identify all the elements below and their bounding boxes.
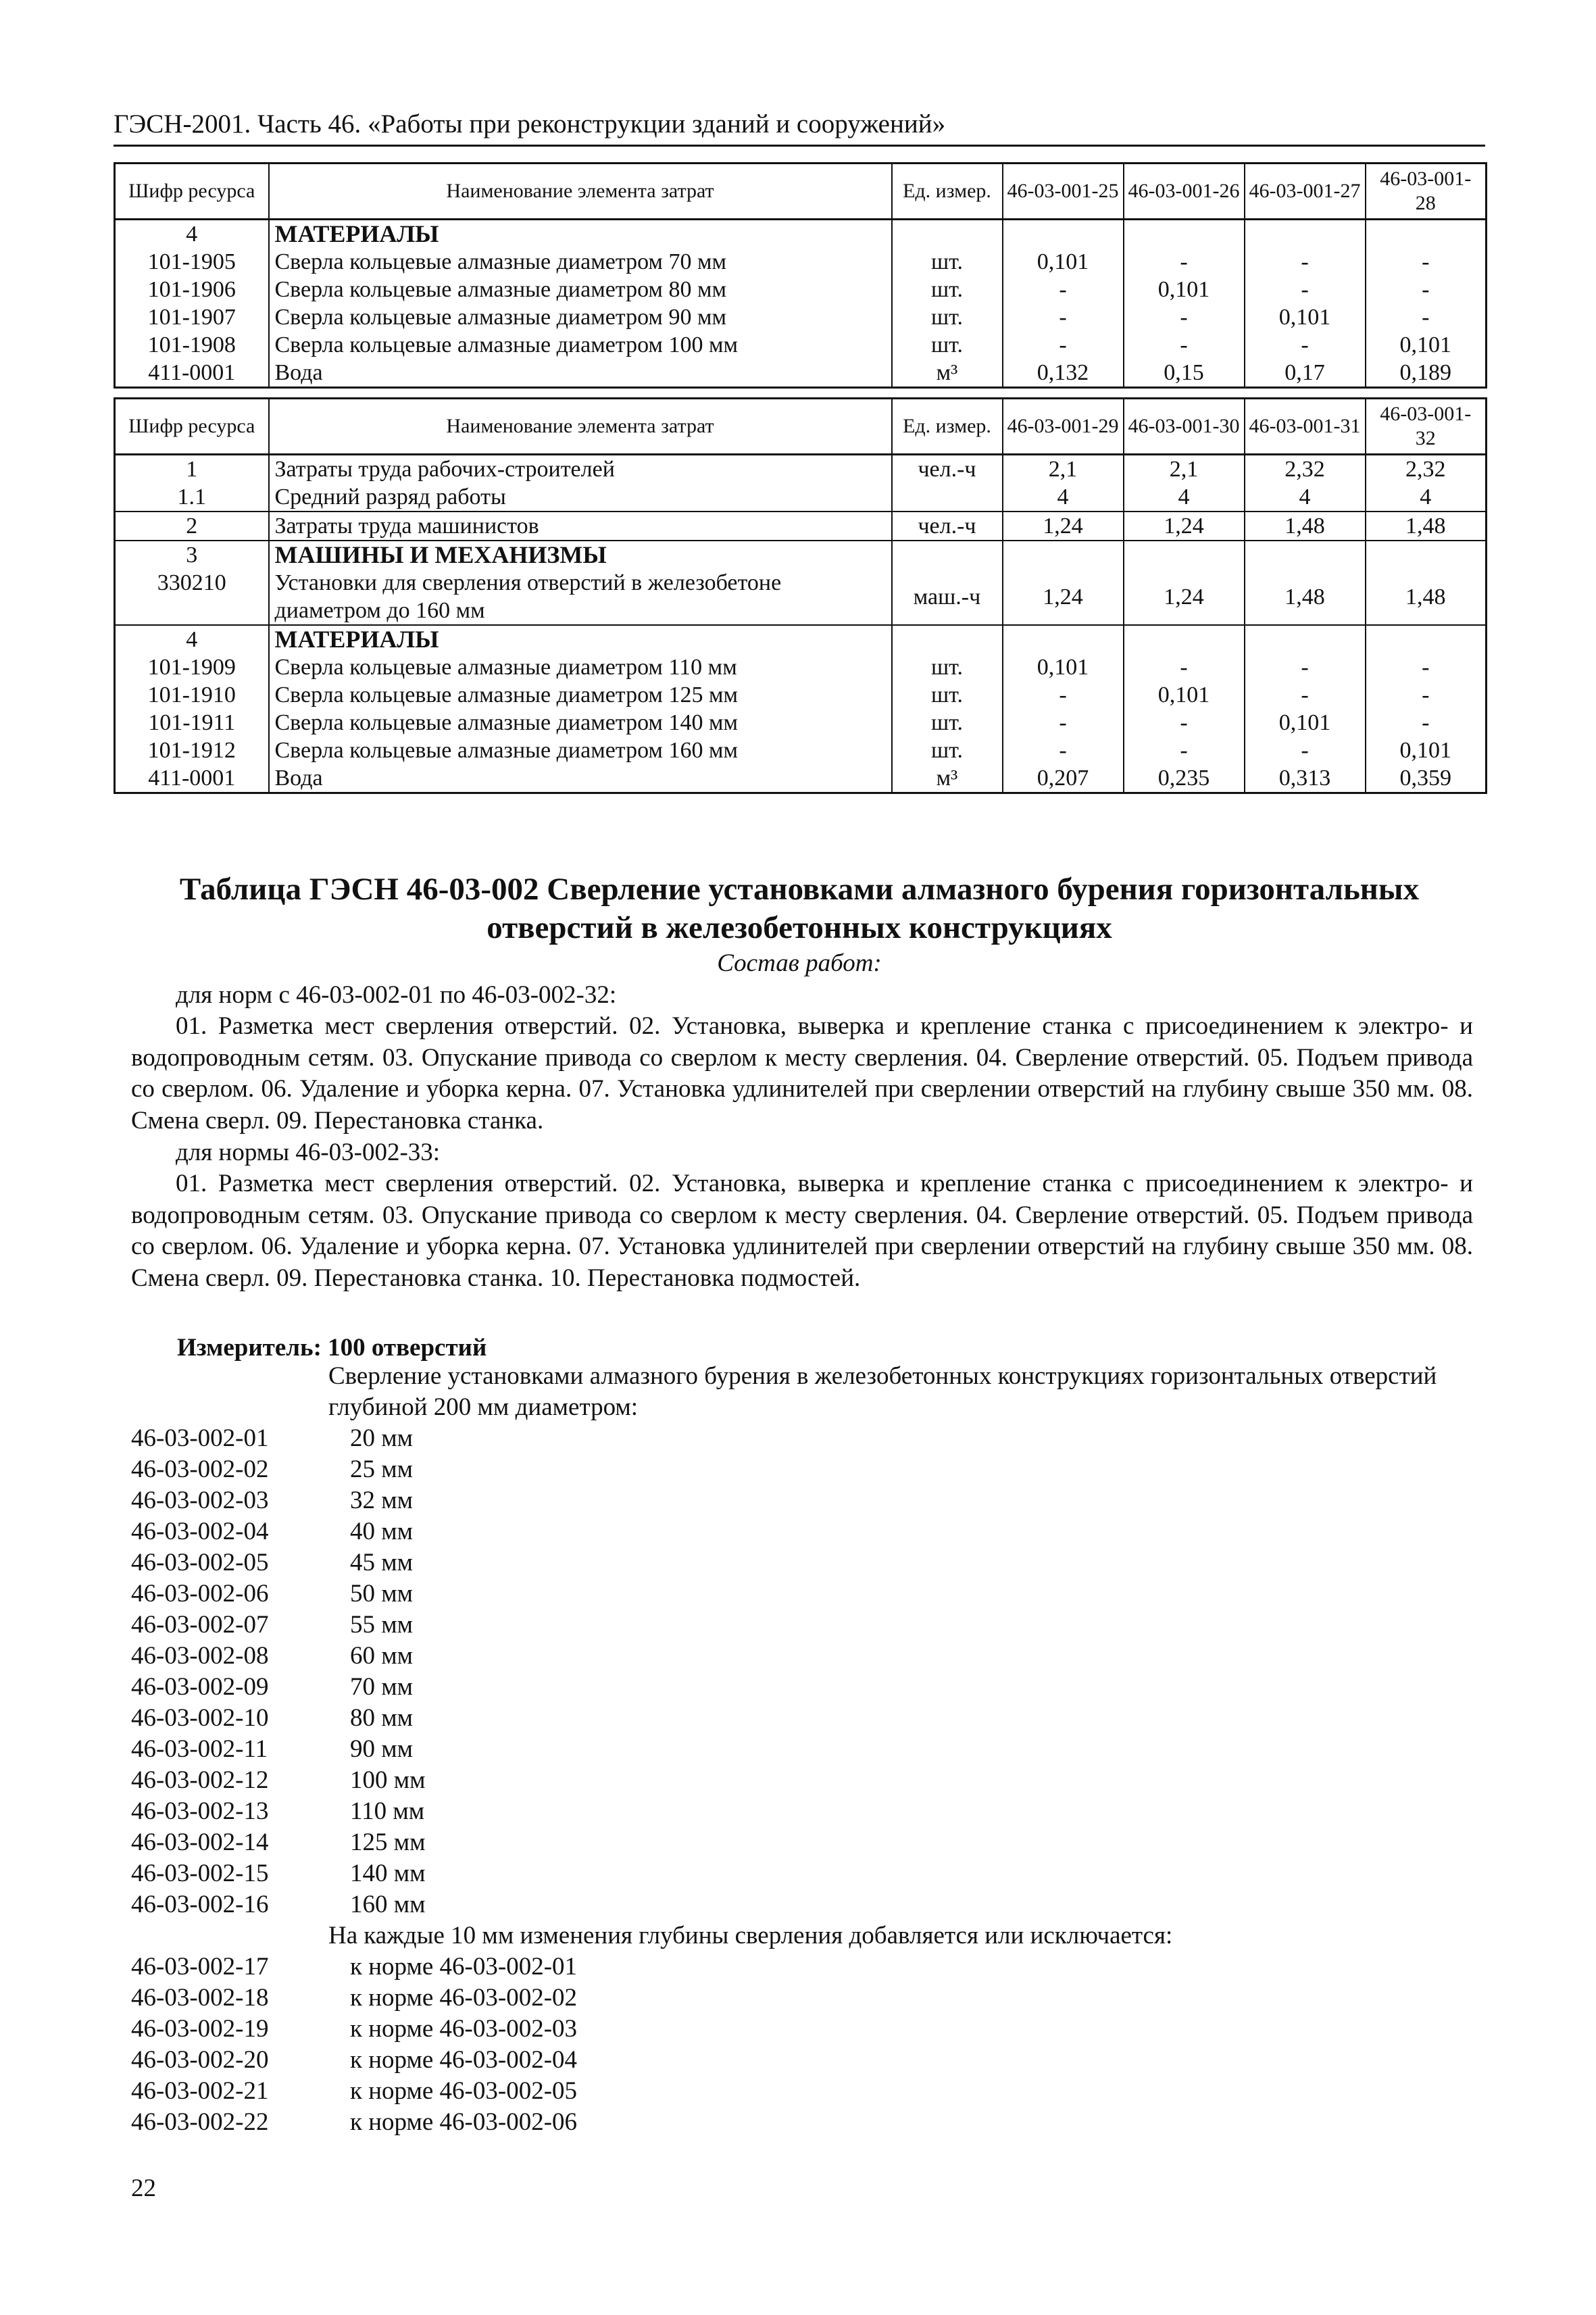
row-value: 0,189 <box>1366 359 1487 388</box>
row-value: 0,359 <box>1366 764 1487 793</box>
norm-value: 70 мм <box>350 1673 414 1701</box>
list-item <box>131 1734 1415 1765</box>
row-unit: м³ <box>892 764 1003 793</box>
row-code: 101-1909 <box>115 653 269 681</box>
norm-value: 20 мм <box>350 1424 414 1452</box>
list-item <box>131 1516 1415 1547</box>
row-name: Сверла кольцевые алмазные диаметром 100 мм <box>269 331 892 359</box>
row-value: 1,24 <box>1124 569 1245 625</box>
norm-value: к норме 46-03-002-06 <box>350 2108 578 2136</box>
header-name: Наименование элемента затрат <box>269 164 892 220</box>
norm-value: 80 мм <box>350 1704 414 1732</box>
table-row <box>115 276 1487 303</box>
header-code: Шифр ресурса <box>115 399 269 455</box>
materials-group <box>115 220 1487 388</box>
table-row <box>115 331 1487 359</box>
row-name: Сверла кольцевые алмазные диаметром 160 мм <box>269 737 892 764</box>
norm-code: 46-03-002-01 <box>131 1424 269 1452</box>
norm-code: 46-03-002-03 <box>131 1487 269 1514</box>
meter-label: Измеритель: 100 отверстий <box>177 1334 487 1362</box>
depth-note-row <box>131 1920 1415 1951</box>
norm-code: 46-03-002-02 <box>131 1455 269 1483</box>
table-header-row <box>115 164 1487 220</box>
scope-line-2: для нормы 46-03-002-33: <box>176 1139 441 1166</box>
row-code: 101-1907 <box>115 303 269 331</box>
group-title-row <box>115 541 1487 569</box>
row-code: 101-1908 <box>115 331 269 359</box>
table-row <box>115 483 1487 512</box>
list-item <box>131 1889 1415 1920</box>
table-row <box>115 303 1487 331</box>
row-name: Вода <box>269 359 892 388</box>
row-value: - <box>1124 248 1245 276</box>
row-value: - <box>1245 331 1366 359</box>
row-value: 0,132 <box>1003 359 1124 388</box>
header-name: Наименование элемента затрат <box>269 399 892 455</box>
row-code: 1 <box>115 455 269 484</box>
header-unit: Ед. измер. <box>892 399 1003 455</box>
row-code: 2 <box>115 512 269 541</box>
row-value: - <box>1003 737 1124 764</box>
norm-code: 46-03-002-11 <box>131 1735 268 1763</box>
table-row <box>115 512 1487 541</box>
section-title-line-2: отверстий в железобетонных конструкциях <box>487 910 1112 945</box>
row-code: 101-1911 <box>115 709 269 737</box>
row-code: 1.1 <box>115 483 269 512</box>
header-col: 46-03-001-31 <box>1245 399 1366 455</box>
work-composition-1: 01. Разметка мест сверления отверстий. 02. Установка, выверка и крепление станка с присоединением к электро- и водопроводным сетям. 03. Опускание привода со сверлом к месту сверления. 04. Сверление отверстий. 05. Подъем привода со сверлом. 06. Удаление и уборка керна. 07. Установка удлинителей при сверлении отверстий на глубину свыше 350 мм. 08. Смена сверл. 09. Перестановка станка. <box>131 1012 1473 1135</box>
norm-code: 46-03-002-18 <box>131 1984 269 2012</box>
norm-value: 110 мм <box>350 1797 425 1825</box>
header-col: 46-03-001-28 <box>1366 164 1487 220</box>
row-value: 4 <box>1124 483 1245 512</box>
norm-value: к норме 46-03-002-01 <box>350 1953 578 1981</box>
row-value: - <box>1124 737 1245 764</box>
row-value: - <box>1124 709 1245 737</box>
list-item <box>131 1703 1415 1734</box>
row-value: 1,48 <box>1366 512 1487 541</box>
norm-code: 46-03-002-07 <box>131 1611 269 1639</box>
row-value: 4 <box>1003 483 1124 512</box>
norm-value: к норме 46-03-002-05 <box>350 2077 578 2105</box>
row-code: 101-1910 <box>115 681 269 709</box>
row-value: - <box>1245 248 1366 276</box>
norms-list <box>131 1423 1415 2138</box>
list-item <box>131 1765 1415 1796</box>
row-value: - <box>1124 303 1245 331</box>
row-value: - <box>1366 709 1487 737</box>
row-value: - <box>1003 709 1124 737</box>
row-value: 0,101 <box>1366 331 1487 359</box>
list-item <box>131 1827 1415 1858</box>
row-unit: маш.-ч <box>892 569 1003 625</box>
header-col: 46-03-001-25 <box>1003 164 1124 220</box>
row-value: - <box>1245 737 1366 764</box>
machines-group <box>115 541 1487 625</box>
norm-code: 46-03-002-16 <box>131 1891 269 1918</box>
norm-value: 40 мм <box>350 1518 414 1545</box>
group-title: МАТЕРИАЛЫ <box>269 220 892 249</box>
table-row <box>115 569 1487 625</box>
row-unit: шт. <box>892 709 1003 737</box>
header-col: 46-03-001-30 <box>1124 399 1245 455</box>
row-value: - <box>1003 681 1124 709</box>
header-col: 46-03-001-26 <box>1124 164 1245 220</box>
row-unit: чел.-ч <box>892 512 1003 541</box>
group-title-row <box>115 220 1487 249</box>
list-item <box>131 1454 1415 1485</box>
row-value: - <box>1366 681 1487 709</box>
header-col: 46-03-001-32 <box>1366 399 1487 455</box>
row-name: Сверла кольцевые алмазные диаметром 110 мм <box>269 653 892 681</box>
resource-table-1 <box>114 162 1487 389</box>
list-item <box>131 1983 1415 2014</box>
row-code: 101-1912 <box>115 737 269 764</box>
row-value: 4 <box>1366 483 1487 512</box>
row-value: 1,24 <box>1003 569 1124 625</box>
norm-code: 46-03-002-04 <box>131 1518 269 1545</box>
row-value: - <box>1245 653 1366 681</box>
row-unit: чел.-ч <box>892 455 1003 484</box>
row-value: 0,101 <box>1124 681 1245 709</box>
row-value: - <box>1245 276 1366 303</box>
row-value: 0,313 <box>1245 764 1366 793</box>
row-value: 1,24 <box>1124 512 1245 541</box>
work-composition-2: 01. Разметка мест сверления отверстий. 02. Установка, выверка и крепление станка с присоединением к электро- и водопроводным сетям. 03. Опускание привода со сверлом к месту сверления. 04. Сверление отверстий. 05. Подъем привода со сверлом. 06. Удаление и уборка керна. 07. Установка удлинителей при сверлении отверстий на глубину свыше 350 мм. 08. Смена сверл. 09. Перестановка станка. 10. Перестановка подмостей. <box>131 1170 1473 1292</box>
list-item <box>131 1485 1415 1516</box>
table-row <box>115 248 1487 276</box>
row-value: 0,101 <box>1003 248 1124 276</box>
row-value: 4 <box>1245 483 1366 512</box>
row-value: - <box>1003 276 1124 303</box>
table-row <box>115 455 1487 484</box>
row-value: 0,101 <box>1366 737 1487 764</box>
norm-code: 46-03-002-14 <box>131 1828 269 1856</box>
table-row <box>115 681 1487 709</box>
norm-code: 46-03-002-10 <box>131 1704 269 1732</box>
header-code: Шифр ресурса <box>115 164 269 220</box>
norm-value: 50 мм <box>350 1580 414 1608</box>
norm-value: 140 мм <box>350 1860 426 1887</box>
row-name: Средний разряд работы <box>269 483 892 512</box>
depth-note: На каждые 10 мм изменения глубины сверления добавляется или исключается: <box>328 1922 1173 1949</box>
row-name: Вода <box>269 764 892 793</box>
row-value: - <box>1124 331 1245 359</box>
row-unit: шт. <box>892 248 1003 276</box>
row-code: 330210 <box>115 569 269 625</box>
row-value: 1,48 <box>1245 569 1366 625</box>
norm-value: 160 мм <box>350 1891 426 1918</box>
row-unit: шт. <box>892 331 1003 359</box>
list-item <box>131 1610 1415 1641</box>
list-item <box>131 1423 1415 1454</box>
norm-code: 46-03-002-15 <box>131 1860 269 1887</box>
row-unit: шт. <box>892 681 1003 709</box>
table-row <box>115 709 1487 737</box>
row-value: 0,17 <box>1245 359 1366 388</box>
row-value: 0,207 <box>1003 764 1124 793</box>
row-name: Установки для сверления отверстий в железобетоне диаметром до 160 мм <box>269 569 892 625</box>
section-title-line-1: Таблица ГЭСН 46-03-002 Сверление установками алмазного бурения горизонтальных <box>179 872 1420 907</box>
group-title: МАШИНЫ И МЕХАНИЗМЫ <box>269 541 892 569</box>
list-item <box>131 1858 1415 1889</box>
list-item <box>131 1641 1415 1672</box>
row-value: 0,101 <box>1124 276 1245 303</box>
header-col: 46-03-001-29 <box>1003 399 1124 455</box>
row-name: Сверла кольцевые алмазные диаметром 90 мм <box>269 303 892 331</box>
norm-value: 32 мм <box>350 1487 414 1514</box>
scope-line-1: для норм с 46-03-002-01 по 46-03-002-32: <box>176 981 617 1009</box>
norm-value: к норме 46-03-002-04 <box>350 2046 578 2074</box>
row-value: - <box>1366 303 1487 331</box>
norm-code: 46-03-002-12 <box>131 1766 269 1794</box>
row-unit: шт. <box>892 737 1003 764</box>
row-code: 411-0001 <box>115 764 269 793</box>
list-item <box>131 1951 1415 1983</box>
row-value: - <box>1366 276 1487 303</box>
norm-value: 90 мм <box>350 1735 414 1763</box>
norm-value: к норме 46-03-002-02 <box>350 1984 578 2012</box>
list-item <box>131 1578 1415 1610</box>
norm-code: 46-03-002-05 <box>131 1549 269 1576</box>
row-value: 0,101 <box>1245 303 1366 331</box>
row-value: 0,101 <box>1245 709 1366 737</box>
row-name: Сверла кольцевые алмазные диаметром 140 мм <box>269 709 892 737</box>
row-unit <box>892 483 1003 512</box>
group-code: 3 <box>115 541 269 569</box>
row-value: - <box>1003 331 1124 359</box>
group-code: 4 <box>115 220 269 249</box>
list-item <box>131 2107 1415 2138</box>
group-title: МАТЕРИАЛЫ <box>269 625 892 653</box>
norm-value: 100 мм <box>350 1766 426 1794</box>
norm-value: 125 мм <box>350 1828 426 1856</box>
norm-code: 46-03-002-19 <box>131 2015 269 2043</box>
row-name: Затраты труда рабочих-строителей <box>269 455 892 484</box>
resource-table-2 <box>114 397 1487 794</box>
row-unit: м³ <box>892 359 1003 388</box>
norm-code: 46-03-002-21 <box>131 2077 269 2105</box>
row-code: 411-0001 <box>115 359 269 388</box>
row-name: Сверла кольцевые алмазные диаметром 70 мм <box>269 248 892 276</box>
row-value: 2,32 <box>1366 455 1487 484</box>
labor-group <box>115 455 1487 512</box>
row-name: Сверла кольцевые алмазные диаметром 125 мм <box>269 681 892 709</box>
norm-value: 45 мм <box>350 1549 414 1576</box>
list-item <box>131 2045 1415 2076</box>
norm-code: 46-03-002-13 <box>131 1797 269 1825</box>
row-value: - <box>1245 681 1366 709</box>
row-value: - <box>1003 303 1124 331</box>
group-title-row <box>115 625 1487 653</box>
row-value: 1,48 <box>1366 569 1487 625</box>
list-item <box>131 2014 1415 2045</box>
materials-group <box>115 625 1487 793</box>
row-value: 2,1 <box>1124 455 1245 484</box>
table-row <box>115 653 1487 681</box>
list-item <box>131 1796 1415 1827</box>
row-value: - <box>1366 248 1487 276</box>
norm-code: 46-03-002-06 <box>131 1580 269 1608</box>
row-unit: шт. <box>892 276 1003 303</box>
norm-code: 46-03-002-08 <box>131 1642 269 1670</box>
row-value: 1,24 <box>1003 512 1124 541</box>
norm-code: 46-03-002-17 <box>131 1953 269 1981</box>
list-item <box>131 1547 1415 1578</box>
row-value: 2,1 <box>1003 455 1124 484</box>
header-col: 46-03-001-27 <box>1245 164 1366 220</box>
row-value: 0,101 <box>1003 653 1124 681</box>
page-number: 22 <box>131 2174 156 2202</box>
table-row <box>115 737 1487 764</box>
row-value: 0,235 <box>1124 764 1245 793</box>
row-value: - <box>1124 653 1245 681</box>
norm-code: 46-03-002-09 <box>131 1673 269 1701</box>
norm-code: 46-03-002-22 <box>131 2108 269 2136</box>
row-value: 0,15 <box>1124 359 1245 388</box>
row-code: 101-1905 <box>115 248 269 276</box>
composition-label: Состав работ: <box>717 949 882 977</box>
row-name: Затраты труда машинистов <box>269 512 892 541</box>
row-value: 2,32 <box>1245 455 1366 484</box>
norm-value: 55 мм <box>350 1611 414 1639</box>
norm-value: 25 мм <box>350 1455 414 1483</box>
norm-code: 46-03-002-20 <box>131 2046 269 2074</box>
row-unit: шт. <box>892 303 1003 331</box>
row-code: 101-1906 <box>115 276 269 303</box>
operators-group <box>115 512 1487 541</box>
row-value: 1,48 <box>1245 512 1366 541</box>
section-title <box>114 870 1485 947</box>
group-code: 4 <box>115 625 269 653</box>
table-header-row <box>115 399 1487 455</box>
list-item <box>131 2076 1415 2107</box>
norm-value: к норме 46-03-002-03 <box>350 2015 578 2043</box>
table-row <box>115 764 1487 793</box>
row-name: Сверла кольцевые алмазные диаметром 80 мм <box>269 276 892 303</box>
header-unit: Ед. измер. <box>892 164 1003 220</box>
table-row <box>115 359 1487 388</box>
norm-value: 60 мм <box>350 1642 414 1670</box>
norm-description: Сверление установками алмазного бурения в железобетонных конструкциях горизонтальных отверстий глубиной 200 мм диаметром: <box>328 1362 1437 1421</box>
running-header: ГЭСН-2001. Часть 46. «Работы при реконструкции зданий и сооружений» <box>114 108 1485 147</box>
list-item <box>131 1672 1415 1703</box>
row-unit: шт. <box>892 653 1003 681</box>
row-value: - <box>1366 653 1487 681</box>
